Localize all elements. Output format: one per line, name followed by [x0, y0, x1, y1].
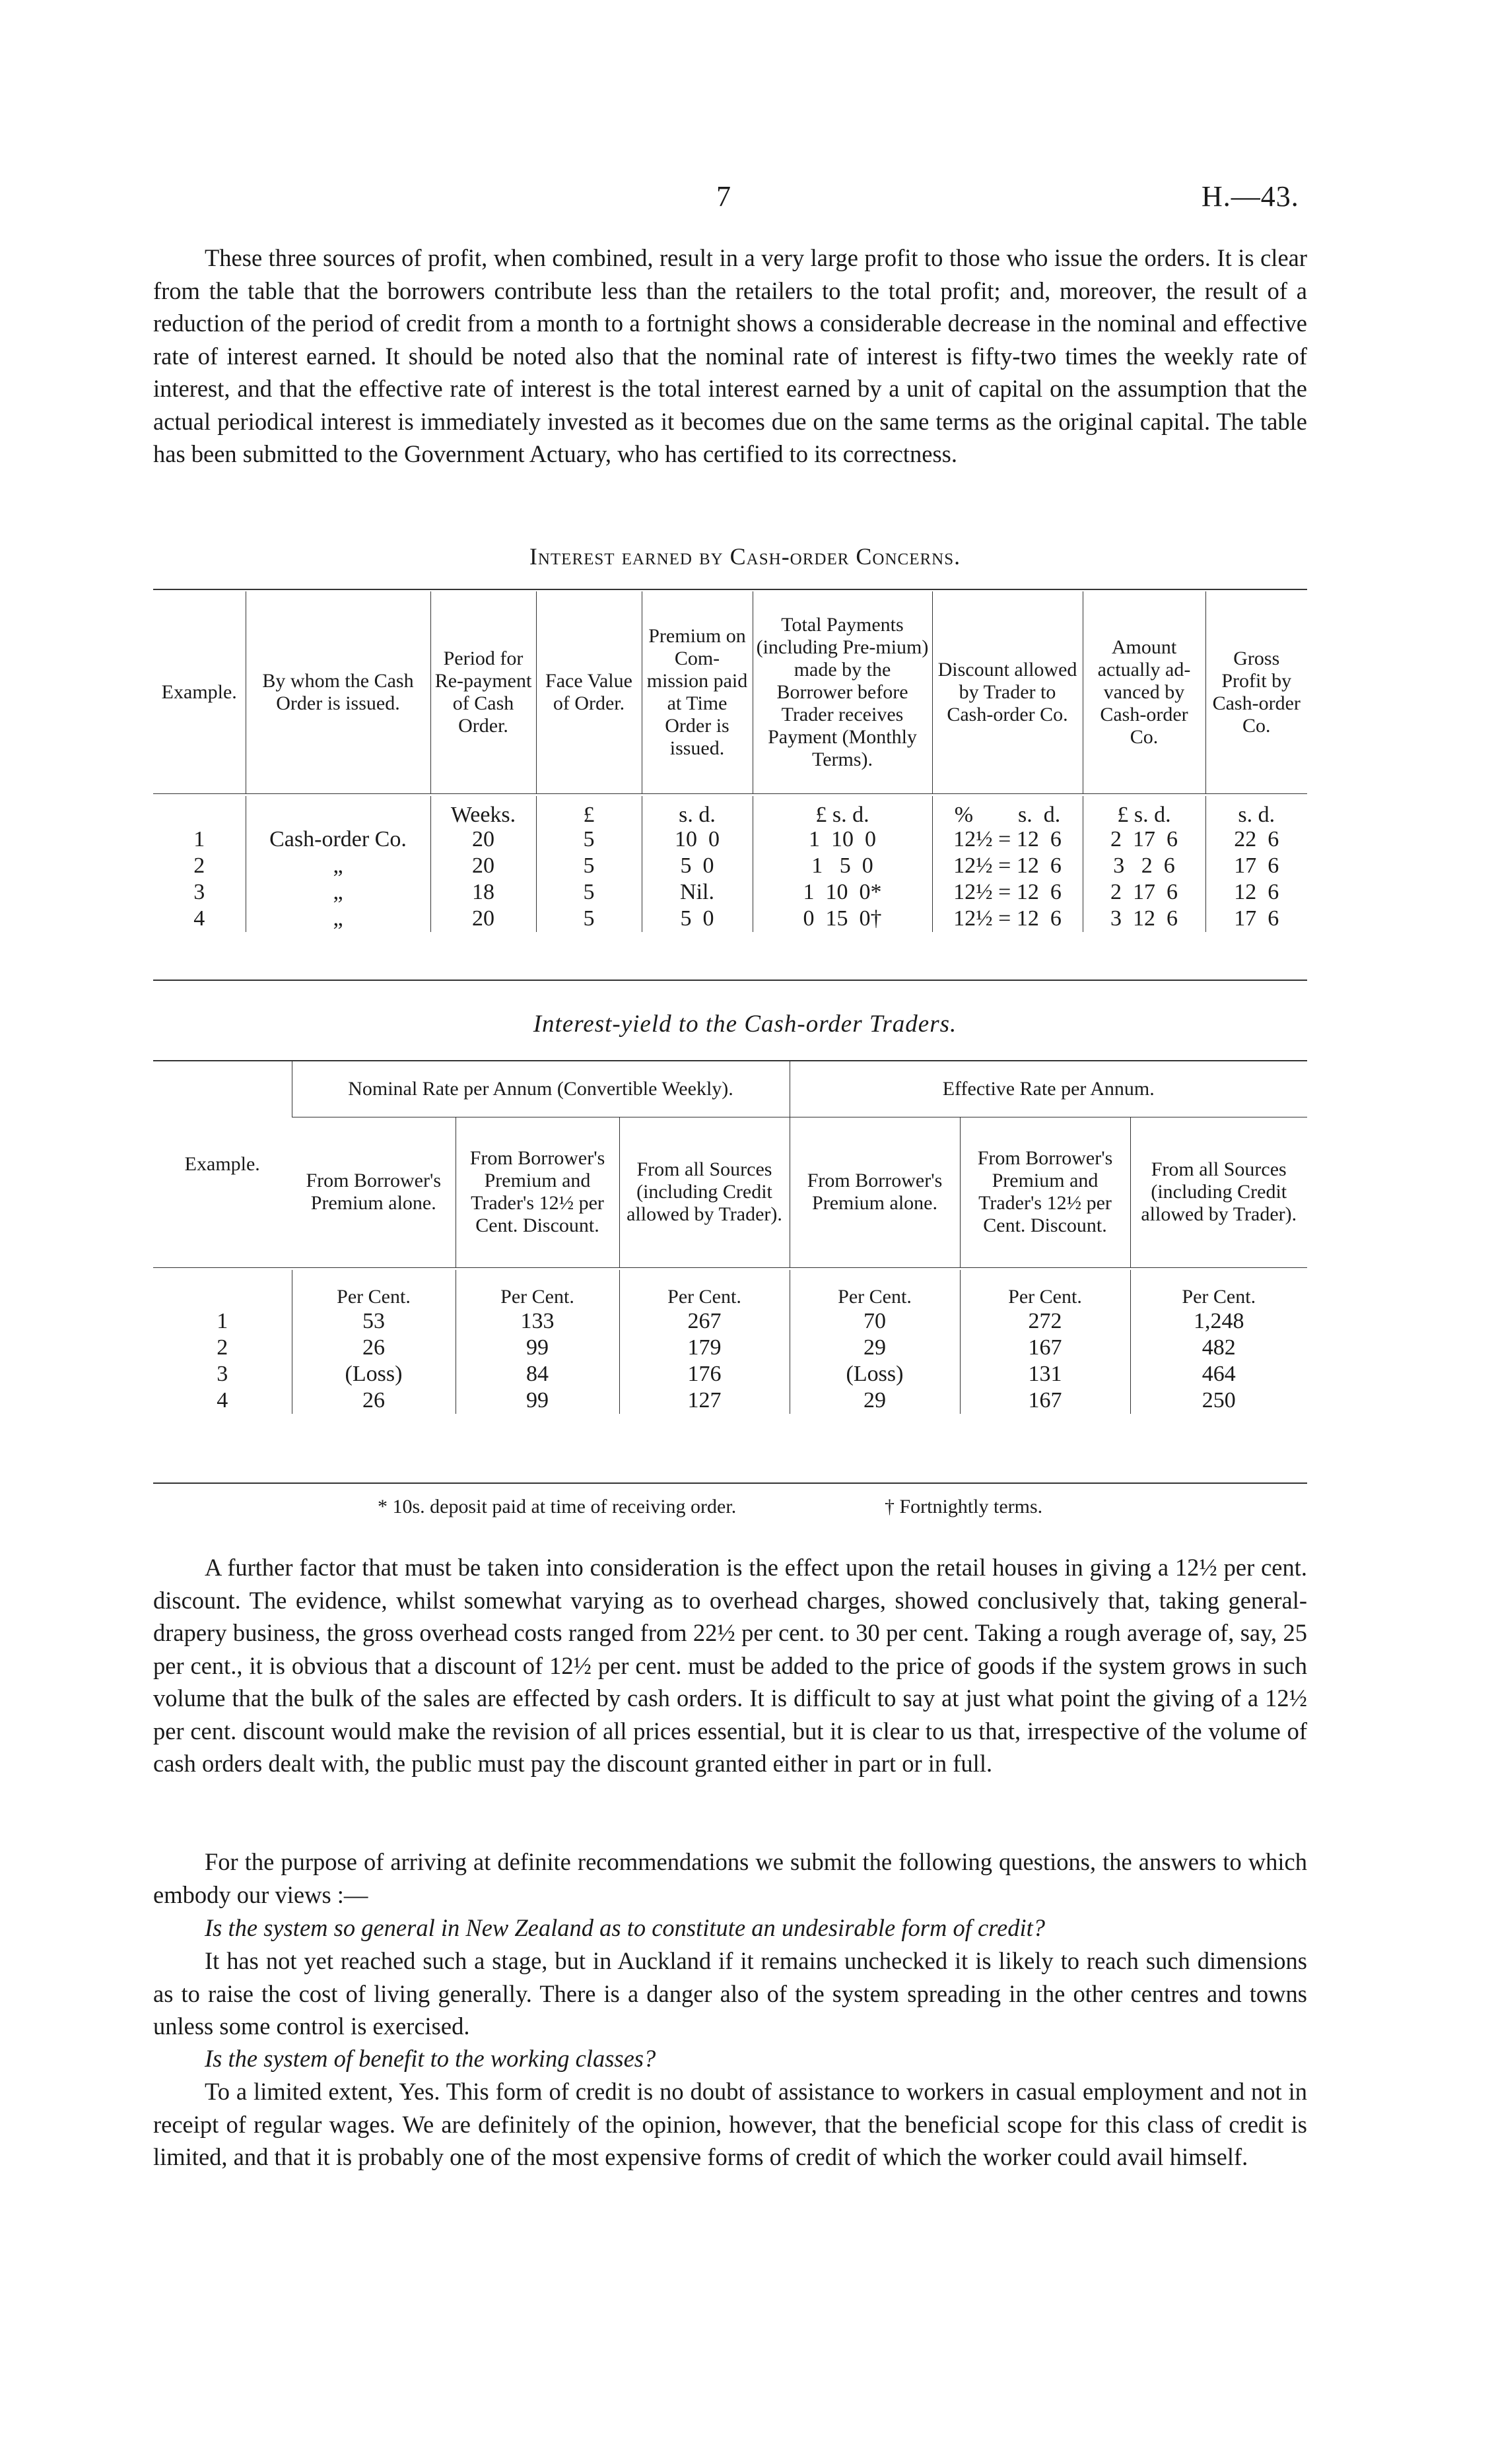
- t2-cell: (Loss): [790, 1361, 960, 1387]
- t2-unit: Per Cent.: [960, 1270, 1130, 1308]
- t1-cell: „: [246, 906, 430, 932]
- table2-units-row: [153, 1270, 1307, 1308]
- page-header: [0, 180, 1490, 219]
- t1-header-total-payments: Total Payments (including Pre-mium) made by the Borrower before Trader receives Payment (Monthly Terms).: [753, 591, 932, 793]
- t1-cell: 17 6: [1205, 853, 1307, 879]
- t2-subheader: From all Sources (including Credit allowed by Trader).: [1130, 1117, 1307, 1267]
- t1-unit: s. d.: [1205, 796, 1307, 826]
- t1-cell: 5: [536, 879, 642, 906]
- t1-cell: 5 0: [642, 906, 753, 932]
- t2-cell: 482: [1130, 1335, 1307, 1361]
- t1-cell: 5: [536, 906, 642, 932]
- table-row: [153, 853, 1307, 879]
- t2-subheader: From Borrower's Premium and Trader's 12½ per Cent. Discount.: [456, 1117, 619, 1267]
- answer-benefit-working-classes: To a limited extent, Yes. This form of credit is no doubt of assistance to workers in casual employment and not in receipt of regular wages. We are definitely of the opinion, however, that the beneficial scope for this class of credit is limited, and that it is probably one of the most expensive forms of credit of which the worker could avail himself.: [153, 2078, 1307, 2170]
- table1-header-row: [153, 591, 1307, 793]
- t1-header-gross-profit: Gross Profit by Cash-order Co.: [1205, 591, 1307, 793]
- table-row: [153, 826, 1307, 853]
- t1-header-discount: Discount allowed by Trader to Cash-order Co.: [932, 591, 1083, 793]
- table1-bottom-rule: [153, 980, 1307, 981]
- page-number: 7: [716, 180, 731, 213]
- t2-unit: Per Cent.: [292, 1270, 456, 1308]
- t2-cell: 2: [217, 1335, 228, 1360]
- t2-cell: 84: [456, 1361, 619, 1387]
- t1-cell: 1 5 0: [753, 853, 932, 879]
- t1-unit: Weeks.: [430, 796, 536, 826]
- t1-cell: 5 0: [642, 853, 753, 879]
- footnote-deposit: * 10s. deposit paid at time of receiving order.: [378, 1496, 737, 1517]
- table2-caption: Interest-yield to the Cash-order Traders.: [533, 1011, 957, 1038]
- t2-cell: 4: [217, 1388, 228, 1413]
- t1-unit: s. d.: [642, 796, 753, 826]
- t1-unit: % s. d.: [932, 796, 1083, 826]
- t1-cell: Nil.: [642, 879, 753, 906]
- t1-cell: 12½ = 12 6: [932, 826, 1083, 853]
- table-row: [153, 1361, 1307, 1387]
- t2-cell: 250: [1130, 1387, 1307, 1414]
- t2-subheader: From Borrower's Premium and Trader's 12½ per Cent. Discount.: [960, 1117, 1130, 1267]
- t1-header-example: Example.: [161, 681, 237, 703]
- t2-subheader: From Borrower's Premium alone.: [790, 1117, 960, 1267]
- t2-header-nominal: Nominal Rate per Annum (Convertible Weekly).: [292, 1061, 790, 1117]
- t1-cell: 2 17 6: [1083, 879, 1205, 906]
- question-general-system: Is the system so general in New Zealand as to constitute an undesirable form of credit?: [205, 1914, 1045, 1941]
- t2-cell: (Loss): [292, 1361, 456, 1387]
- t1-cell: 1 10 0: [753, 826, 932, 853]
- t1-header-face-value: Face Value of Order.: [536, 591, 642, 793]
- t2-subheader: From Borrower's Premium alone.: [306, 1170, 442, 1214]
- t2-cell: 29: [790, 1387, 960, 1414]
- t1-cell: 1 10 0*: [753, 879, 932, 906]
- t1-cell: 3 2 6: [1083, 853, 1205, 879]
- t1-cell: 12½ = 12 6: [932, 879, 1083, 906]
- table2-bottom-rule: [153, 1482, 1307, 1484]
- t1-cell: 3 12 6: [1083, 906, 1205, 932]
- table-row: [153, 1335, 1307, 1361]
- t1-unit: [246, 796, 430, 826]
- t2-header-effective: Effective Rate per Annum.: [790, 1061, 1307, 1117]
- t2-cell: 267: [619, 1308, 790, 1335]
- t1-cell: 5: [536, 853, 642, 879]
- document-reference: H.—43.: [1202, 180, 1299, 213]
- t1-header-issuer: By whom the Cash Order is issued.: [246, 591, 430, 793]
- t1-cell: Cash-order Co.: [246, 826, 430, 853]
- t1-unit: £: [536, 796, 642, 826]
- t2-cell: 464: [1130, 1361, 1307, 1387]
- t1-header-period: Period for Re-payment of Cash Order.: [430, 591, 536, 793]
- table-row: [153, 879, 1307, 906]
- t1-cell: 3: [193, 880, 205, 904]
- t2-cell: 127: [619, 1387, 790, 1414]
- t1-header-amount-advanced: Amount actually ad-vanced by Cash-order Co.: [1083, 591, 1205, 793]
- answer-general-system: It has not yet reached such a stage, but in Auckland if it remains unchecked it is likely to reach such dimensions as to raise the cost of living generally. There is a danger also of the system spreading in the other centres and towns unless some control is exercised.: [153, 1947, 1307, 2040]
- t1-cell: 2: [193, 853, 205, 878]
- t1-cell: 12½ = 12 6: [932, 853, 1083, 879]
- t1-unit: £ s. d.: [1083, 796, 1205, 826]
- t2-cell: 29: [790, 1335, 960, 1361]
- t2-cell: 26: [292, 1387, 456, 1414]
- t1-cell: 22 6: [1205, 826, 1307, 853]
- table-row: [153, 1308, 1307, 1335]
- t1-cell: 1: [193, 827, 205, 851]
- table1-caption: Interest earned by Cash-order Concerns.: [529, 543, 961, 570]
- t2-unit: Per Cent.: [456, 1270, 619, 1308]
- t1-cell: 12 6: [1205, 879, 1307, 906]
- table-interest-yield: [153, 1061, 1307, 1443]
- t1-cell: 12½ = 12 6: [932, 906, 1083, 932]
- paragraph-profit-sources: These three sources of profit, when combined, result in a very large profit to those who issue the orders. It is clear from the table that the borrowers contribute less than the retailers to the total profit; and, moreover, the result of a reduction of the period of credit from a month to a fortnight shows a considerable decrease in the nominal and effective rate of interest earned. It should be noted also that the nominal rate of interest is fifty-two times the weekly rate of interest, and that the effective rate of interest is the total interest earned by a unit of capital on the assumption that the actual periodical interest is immediately invested as it becomes due on the same terms as the original capital. The table has been submitted to the Government Actuary, who has certified to its correctness.: [153, 244, 1307, 467]
- t1-cell: 5: [536, 826, 642, 853]
- table-row: [153, 1387, 1307, 1414]
- paragraph-retail-discount: A further factor that must be taken into consideration is the effect upon the retail houses in giving a 12½ per cent. discount. The evidence, whilst somewhat varying as to overhead charges, showed conclusively that, taking general-drapery business, the gross overhead costs ranged from 22½ per cent. to 30 per cent. Taking a rough average of, say, 25 per cent., it is obvious that a discount of 12½ per cent. must be added to the price of goods if the system grows in such volume that the bulk of the sales are effected by cash orders. It is difficult to say at just what point the giving of a 12½ per cent. discount would make the revision of all prices essential, but it is clear to us that, irrespective of the volume of cash orders dealt with, the public must pay the discount granted either in part or in full.: [153, 1554, 1307, 1777]
- t2-header-example: Example.: [184, 1152, 260, 1175]
- t2-cell: 3: [217, 1362, 228, 1386]
- table2-group-header-row: [153, 1061, 1307, 1117]
- table2-sub-header-row: [153, 1117, 1307, 1267]
- footnote-fortnightly: † Fortnightly terms.: [885, 1496, 1043, 1517]
- t1-cell: „: [246, 879, 430, 906]
- table-row: [153, 906, 1307, 932]
- t1-unit: £ s. d.: [753, 796, 932, 826]
- t2-unit: Per Cent.: [790, 1270, 960, 1308]
- table1-top-rule: [153, 589, 1307, 590]
- t2-cell: 272: [960, 1308, 1130, 1335]
- t1-cell: 17 6: [1205, 906, 1307, 932]
- t2-cell: 26: [292, 1335, 456, 1361]
- t2-unit: Per Cent.: [619, 1270, 790, 1308]
- t2-cell: 167: [960, 1387, 1130, 1414]
- t2-cell: 99: [456, 1335, 619, 1361]
- t2-subheader: From all Sources (including Credit allowed by Trader).: [619, 1117, 790, 1267]
- t2-cell: 167: [960, 1335, 1130, 1361]
- paragraph-recommendations: For the purpose of arriving at definite recommendations we submit the following questions, the answers to which embody our views :—: [153, 1848, 1307, 1908]
- table-interest-earned: [153, 591, 1307, 965]
- t2-unit: Per Cent.: [1130, 1270, 1307, 1308]
- t2-cell: 179: [619, 1335, 790, 1361]
- t1-cell: 4: [193, 906, 205, 931]
- t1-cell: 0 15 0†: [753, 906, 932, 932]
- t2-cell: 99: [456, 1387, 619, 1414]
- table1-units-row: [153, 796, 1307, 826]
- question-benefit-working-classes: Is the system of benefit to the working classes?: [205, 2045, 656, 2072]
- t2-cell: 1,248: [1130, 1308, 1307, 1335]
- t1-cell: 2 17 6: [1083, 826, 1205, 853]
- t1-cell: 10 0: [642, 826, 753, 853]
- t1-cell: „: [246, 853, 430, 879]
- t1-cell: 20: [430, 826, 536, 853]
- t2-cell: 131: [960, 1361, 1130, 1387]
- t1-header-premium: Premium on Com-mission paid at Time Order is issued.: [642, 591, 753, 793]
- t1-unit: [153, 796, 246, 826]
- t2-cell: 176: [619, 1361, 790, 1387]
- t2-cell: 70: [790, 1308, 960, 1335]
- t2-cell: 1: [217, 1309, 228, 1333]
- t2-cell: 53: [292, 1308, 456, 1335]
- t2-cell: 133: [456, 1308, 619, 1335]
- t1-cell: 20: [430, 853, 536, 879]
- t1-cell: 18: [430, 879, 536, 906]
- t1-cell: 20: [430, 906, 536, 932]
